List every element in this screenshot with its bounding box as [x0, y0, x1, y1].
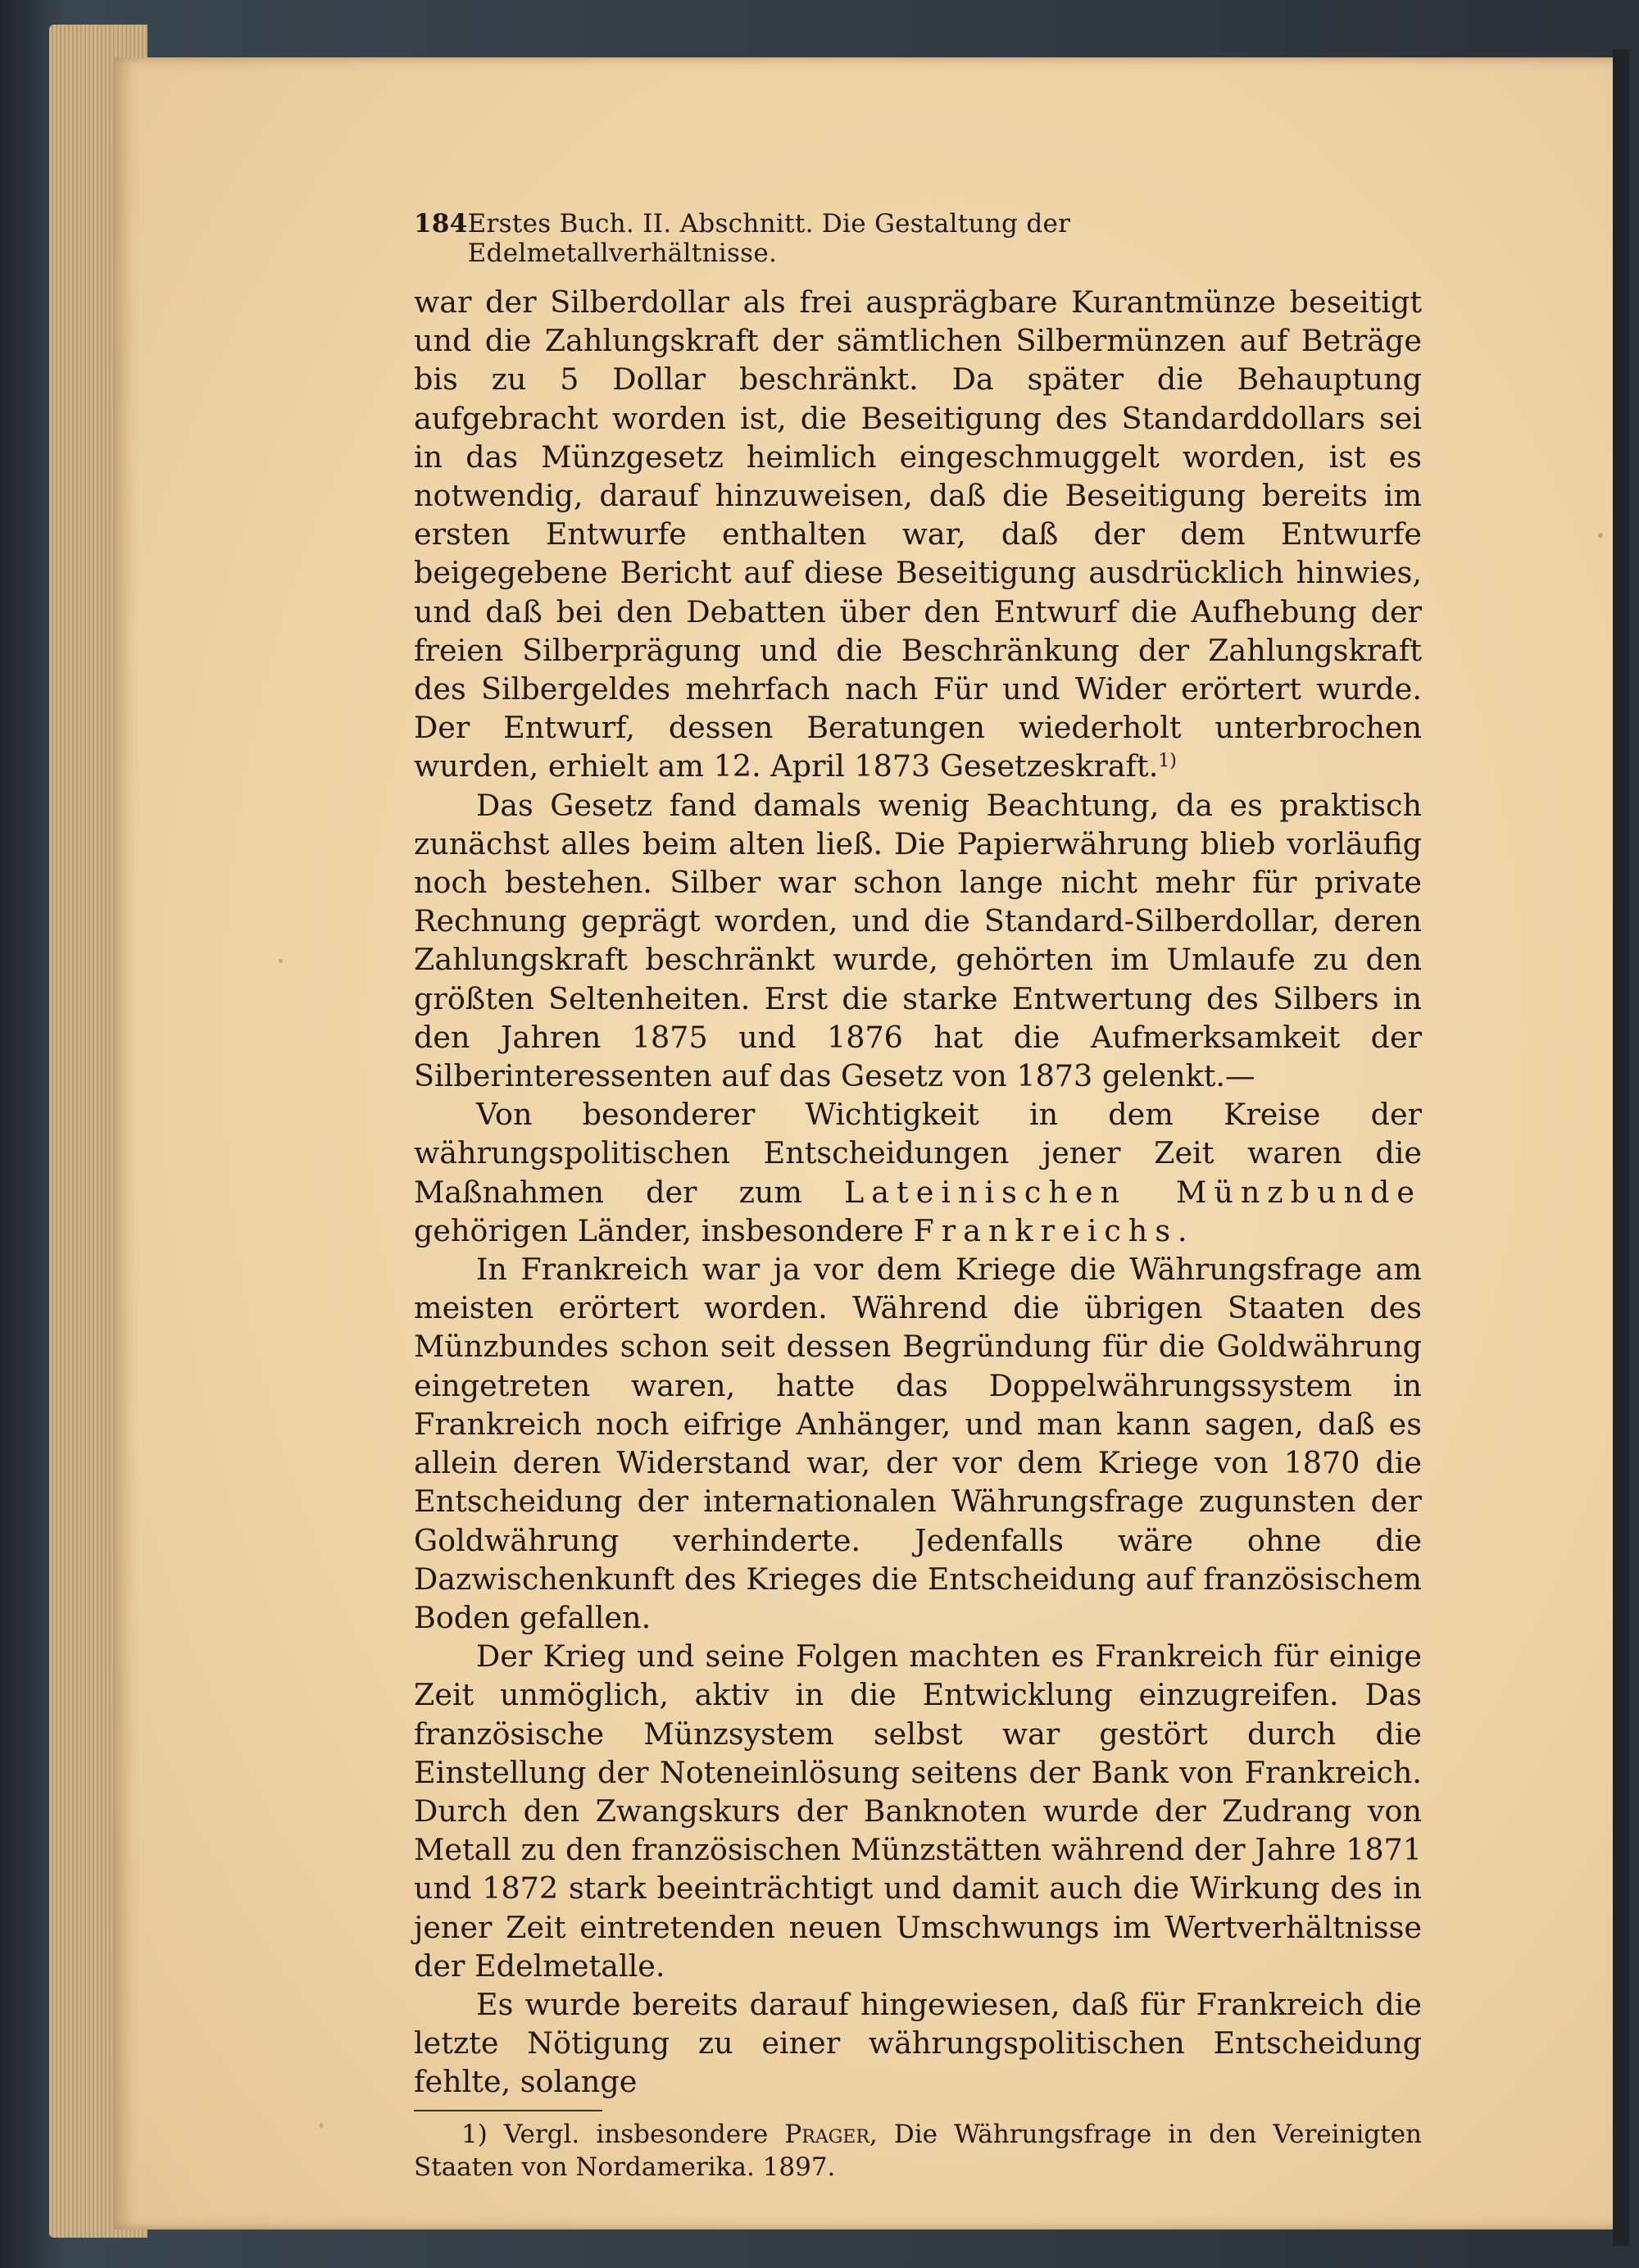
footnote-marker: 1): [461, 2119, 488, 2149]
running-title: Erstes Buch. II. Abschnitt. Die Gestaltung der Edelmetallverhältnisse.: [467, 209, 1071, 268]
paragraph-2: Das Gesetz fand damals wenig Beachtung, da es praktisch zunächst alles beim alten ließ. Die Papierwährung blieb vorläufig noch bestehen. Silber war schon lange nicht mehr für private Rechnung geprägt worden, und die Standard-Silberdollar, deren Zahlungskraft beschränkt wurde, gehörten im Umlaufe zu den größten Seltenheiten. Erst die starke Entwertung des Silbers in den Jahren 1875 und 1876 hat die Aufmerksamkeit der Silberinteressenten auf das Gesetz von 1873 gelenkt.—: [414, 787, 1422, 1094]
emphasis-france: Frankreichs.: [913, 1212, 1195, 1248]
running-header: [414, 209, 1422, 268]
paragraph-3-text-a: Von besonderer Wichtigkeit in dem Kreise der währungspolitischen Entscheidungen jener Zeit waren die Maßnahmen der zum: [414, 1097, 1422, 1210]
footnote-text-a: Vergl. insbesondere: [503, 2119, 769, 2149]
paragraph-1-text: war der Silberdollar als frei ausprägbare Kurantmünze beseitigt und die Zahlungskraft der sämtlichen Silbermünzen auf Beträge bis zu 5 Dollar beschränkt. Da später die Behauptung aufgebracht worden ist, die Beseitigung des Standarddollars sei in das Münzgesetz heimlich eingeschmuggelt worden, ist es notwendig, darauf hinzuweisen, daß die Beseitigung bereits im ersten Entwurfe enthalten war, daß der dem Entwurfe beigegebene Bericht auf diese Beseitigung ausdrücklich hinwies, und daß bei den Debatten über den Entwurf die Aufhebung der freien Silberprägung und die Beschränkung der Zahlungskraft des Silbergeldes mehrfach nach Für und Wider erörtert wurde. Der Entwurf, dessen Beratungen wiederholt unterbrochen wurden, erhielt am 12. April 1873 Gesetzeskraft.: [414, 284, 1422, 784]
paper-spot: [279, 959, 283, 963]
paragraph-4: In Frankreich war ja vor dem Kriege die Währungsfrage am meisten erörtert worden. Während die übrigen Staaten des Münzbundes schon seit dessen Begründung für die Goldwährung eingetreten waren, hatte das Doppelwährungssystem in Frankreich noch eifrige Anhänger, und man kann sagen, daß es allein deren Widerstand war, der vor dem Kriege von 1870 die Entscheidung der internationalen Währungsfrage zugunsten der Goldwährung verhinderte. Jedenfalls wäre ohne die Dazwischenkunft des Krieges die Entscheidung auf französischem Boden gefallen.: [414, 1252, 1422, 1635]
footnote-text-b: , Die Währungsfrage in den Vereinigten Staaten von Nordamerika. 1897.: [414, 2119, 1423, 2182]
footnote-rule: [414, 2110, 602, 2111]
footnote: [414, 2118, 1422, 2184]
paragraph-6: Es wurde bereits darauf hingewiesen, daß für Frankreich die letzte Nötigung zu einer währungspolitischen Entscheidung fehlte, solange: [414, 1986, 1422, 2100]
footnote-author: Prager: [784, 2119, 869, 2149]
paragraph-1: [414, 283, 1422, 786]
cover-right-edge: [1613, 49, 1629, 2246]
emphasis-latin-union: Lateinischen Münzbunde: [844, 1174, 1423, 1210]
paper-spot: [1598, 533, 1603, 538]
page-number: 184: [414, 209, 468, 239]
footnote-ref: 1): [1158, 751, 1177, 772]
paragraph-3-text-b: gehörigen Länder, insbesondere: [414, 1212, 904, 1248]
page-content: [414, 209, 1422, 2184]
paragraph-3: [414, 1095, 1422, 1250]
paper-spot: [320, 2123, 323, 2128]
paragraph-5: Der Krieg und seine Folgen machten es Frankreich für einige Zeit unmöglich, aktiv in die Entwicklung einzugreifen. Das französische Münzsystem selbst war gestört durch die Einstellung der Noteneinlösung seitens der Bank von Frankreich. Durch den Zwangskurs der Banknoten wurde der Zudrang von Metall zu den französischen Münzstätten während der Jahre 1871 und 1872 stark beeinträchtigt und damit auch die Wirkung des in jener Zeit eintretenden neuen Umschwungs im Wertverhältnisse der Edelmetalle.: [414, 1639, 1422, 1984]
